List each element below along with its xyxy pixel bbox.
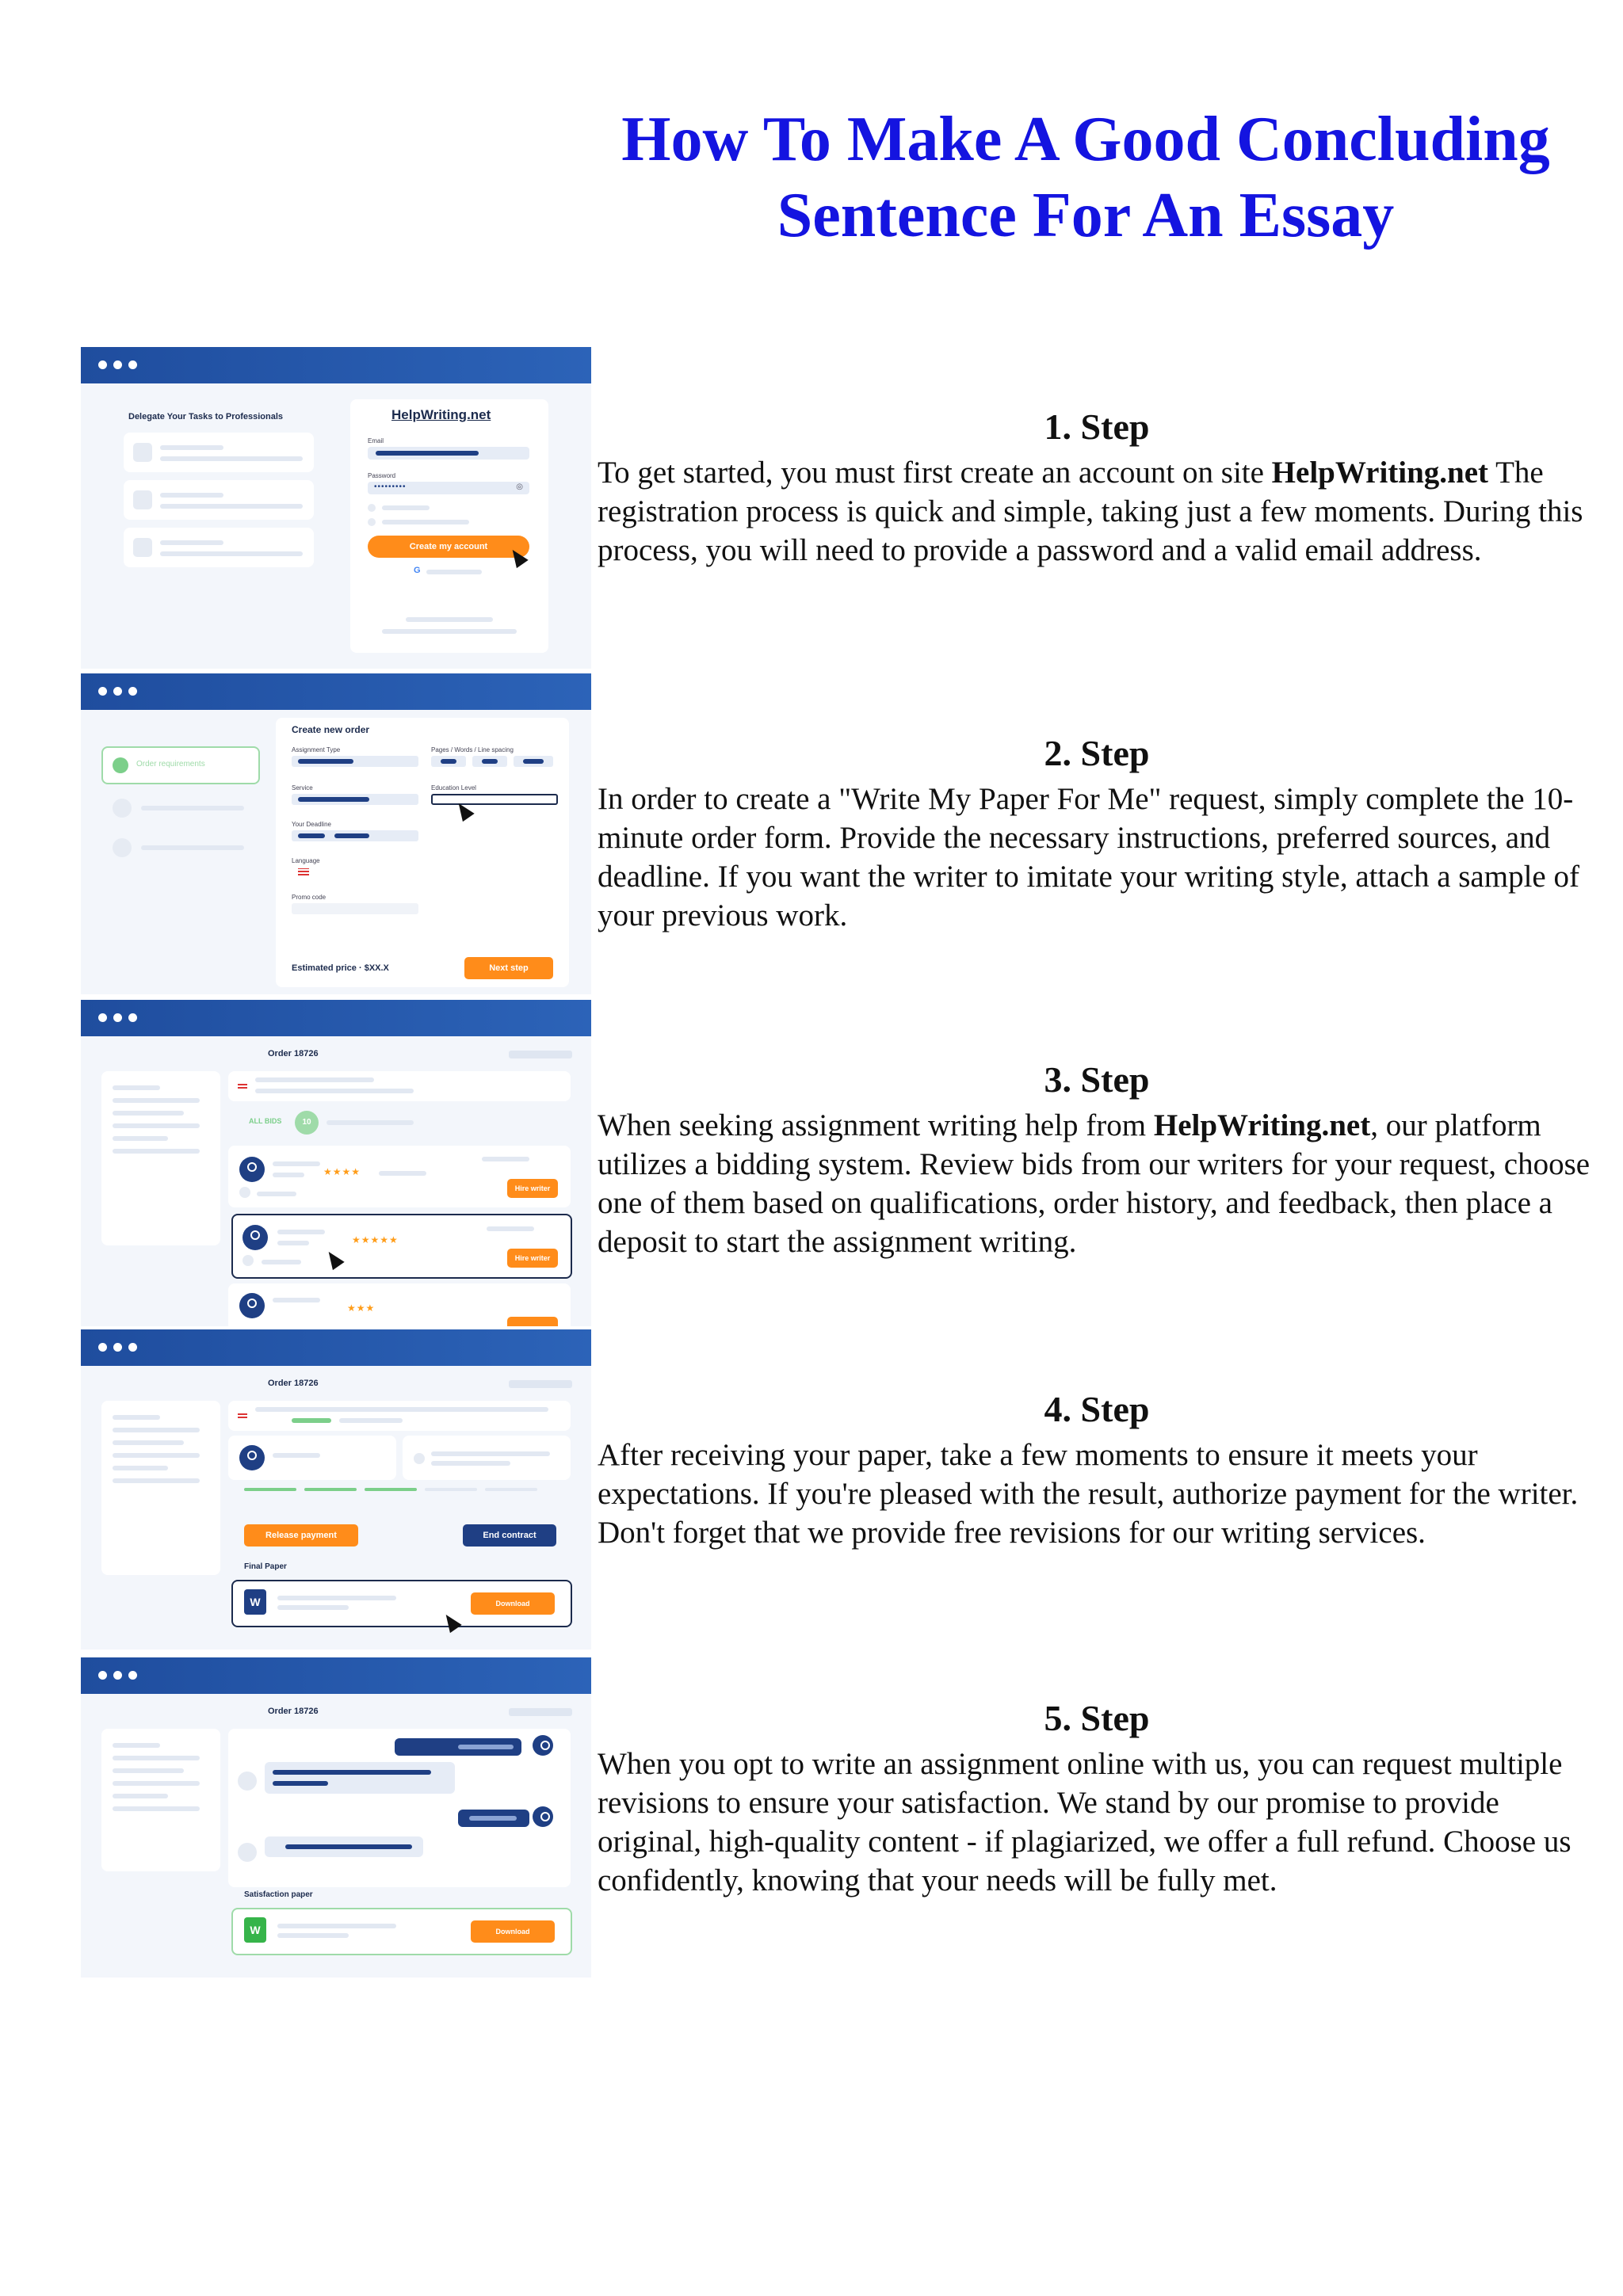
window-bar <box>81 347 591 383</box>
create-order-heading: Create new order <box>292 724 370 735</box>
task-list <box>124 433 330 591</box>
education-label: Education Level <box>431 784 476 791</box>
promo-label: Promo code <box>292 894 327 901</box>
chat-message-in <box>265 1762 455 1794</box>
flag-icon[interactable] <box>298 868 309 875</box>
final-paper-label: Final Paper <box>244 1562 287 1571</box>
pages-input[interactable] <box>431 756 558 767</box>
final-paper-row[interactable] <box>231 1580 572 1627</box>
window-bar <box>81 1000 591 1036</box>
pages-label: Pages / Words / Line spacing <box>431 746 514 753</box>
step-text: When you opt to write an assignment online with us, you can request multiple revisions to ensure your satisfaction. We stand by our promise to provide original, high-quality content - if plagiarized, we offer a full refund. Choose us confidently, knowing that your needs will be fully met. <box>598 1747 1571 1897</box>
password-label: Password <box>368 472 396 479</box>
email-label: Email <box>368 437 384 444</box>
side-item-requirements[interactable] <box>101 746 260 784</box>
bid-row <box>228 1146 571 1207</box>
step-text-after: , our platform utilizes a bidding system. Review bids from our writers for your request, choose one of them based on qualifications, order history, and feedback, then place a deposit to start the assignment writing. <box>598 1108 1591 1259</box>
satisfaction-paper-label: Satisfaction paper <box>244 1890 313 1899</box>
step-text-before: To get started, you must first create an account on site <box>598 456 1272 490</box>
signup-form <box>350 399 548 653</box>
deadline-input[interactable] <box>292 830 418 841</box>
window-bar <box>81 1657 591 1694</box>
chat-message-out <box>458 1810 529 1827</box>
writer-avatar <box>239 1293 265 1318</box>
step-heading: 1. Step <box>1044 406 1150 447</box>
check-icon <box>113 757 128 773</box>
bid-row-selected[interactable] <box>231 1214 572 1279</box>
screenshot-registration <box>81 347 591 669</box>
step-5 <box>598 1695 1596 1900</box>
step-text <box>598 453 1596 570</box>
flag-icon <box>238 1412 247 1418</box>
next-step-button[interactable]: Next step <box>464 957 553 979</box>
step-heading: 3. Step <box>1044 1059 1150 1100</box>
screenshot-create-order <box>81 673 591 994</box>
screenshot-bids <box>81 1000 591 1326</box>
order-side-nav <box>101 746 260 960</box>
writer-avatar <box>239 1157 265 1182</box>
step-4 <box>598 1386 1596 1552</box>
service-label: Service <box>292 784 313 791</box>
satisfaction-paper-row[interactable] <box>231 1908 572 1955</box>
password-value: ••••••••• <box>374 482 407 491</box>
step-heading: 4. Step <box>1044 1389 1150 1429</box>
window-bar <box>81 673 591 710</box>
rating-stars: ★★★★★ <box>352 1234 399 1245</box>
step-text: In order to create a "Write My Paper For Me" request, simply complete the 10-minute order form. Provide the necessary instructions, preferred sources, and deadline. If you want the writer to imitate your writing style, attach a sample of your previous work. <box>598 782 1579 933</box>
helpwriting-logo: HelpWriting.net <box>391 407 491 422</box>
estimated-price: Estimated price · $XX.X <box>292 963 389 973</box>
screenshot-release-payment <box>81 1329 591 1650</box>
all-bids-label: ALL BIDS <box>249 1117 282 1125</box>
download-button[interactable]: Download <box>471 1592 555 1615</box>
email-field[interactable] <box>368 447 529 460</box>
window-bar <box>81 1329 591 1366</box>
order-number: Order 18726 <box>268 1707 319 1716</box>
step-text <box>598 1106 1596 1261</box>
step-heading: 5. Step <box>1044 1698 1150 1738</box>
title-line-1: How To Make A Good Concluding <box>621 105 1550 174</box>
step-3 <box>598 1057 1596 1261</box>
language-label: Language <box>292 857 320 864</box>
screenshot-revisions <box>81 1657 591 1978</box>
bid-count-badge: 10 <box>295 1111 319 1135</box>
rating-stars: ★★★★ <box>323 1166 361 1177</box>
word-doc-icon: W <box>244 1589 266 1615</box>
step-text: After receiving your paper, take a few moments to ensure it meets your expectations. If you're pleased with the result, authorize payment for the writer. Don't forget that we provide free revisions for our writing services. <box>598 1438 1579 1550</box>
user-avatar <box>533 1735 553 1756</box>
writer-avatar <box>239 1445 265 1470</box>
order-number: Order 18726 <box>268 1049 319 1058</box>
side-item-label: Order requirements <box>136 760 205 769</box>
page-title <box>586 101 1585 254</box>
terms-checkbox[interactable] <box>368 518 376 526</box>
step-1 <box>598 404 1596 570</box>
deadline-label: Your Deadline <box>292 821 331 828</box>
word-doc-icon: W <box>244 1917 266 1943</box>
eye-icon[interactable]: ◎ <box>516 482 523 491</box>
chat-attachment <box>265 1836 423 1857</box>
order-number: Order 18726 <box>268 1379 319 1388</box>
hire-writer-button[interactable]: Hire writer <box>507 1249 558 1268</box>
flag-icon <box>238 1082 247 1089</box>
step-text-before: When seeking assignment writing help from <box>598 1108 1154 1142</box>
writer-avatar <box>242 1225 268 1250</box>
step-2 <box>598 730 1596 935</box>
delegate-heading: Delegate Your Tasks to Professionals <box>128 412 284 421</box>
release-payment-button[interactable]: Release payment <box>244 1524 358 1547</box>
service-select[interactable] <box>292 794 418 805</box>
brand-name: HelpWriting.net <box>1153 1108 1371 1142</box>
hire-writer-button[interactable] <box>507 1317 558 1326</box>
brand-name: HelpWriting.net <box>1271 456 1489 490</box>
title-line-2: Sentence For An Essay <box>777 181 1395 250</box>
order-sidebar <box>101 1729 220 1871</box>
google-icon[interactable]: G <box>414 566 421 575</box>
user-avatar <box>533 1806 553 1827</box>
chat-panel <box>228 1729 571 1887</box>
cursor-icon <box>323 1248 344 1270</box>
order-sidebar <box>101 1401 220 1575</box>
chat-message-out <box>395 1738 521 1756</box>
end-contract-button[interactable]: End contract <box>463 1524 556 1547</box>
download-button[interactable]: Download <box>471 1920 555 1943</box>
step-text-after: The registration process is quick and simple, taking just a few moments. During this process, you will need to provide a password and a valid email address. <box>598 456 1583 567</box>
remember-checkbox[interactable] <box>368 504 376 512</box>
create-account-button[interactable]: Create my account <box>368 536 529 558</box>
password-field[interactable] <box>368 482 529 494</box>
rating-stars: ★★★ <box>347 1302 376 1314</box>
bid-row <box>228 1283 571 1326</box>
step-heading: 2. Step <box>1044 733 1150 773</box>
assignment-type-label: Assignment Type <box>292 746 341 753</box>
order-sidebar <box>101 1071 220 1245</box>
education-select[interactable] <box>431 794 558 805</box>
hire-writer-button[interactable]: Hire writer <box>507 1179 558 1198</box>
assignment-type-select[interactable] <box>292 756 418 767</box>
order-form <box>276 718 569 987</box>
